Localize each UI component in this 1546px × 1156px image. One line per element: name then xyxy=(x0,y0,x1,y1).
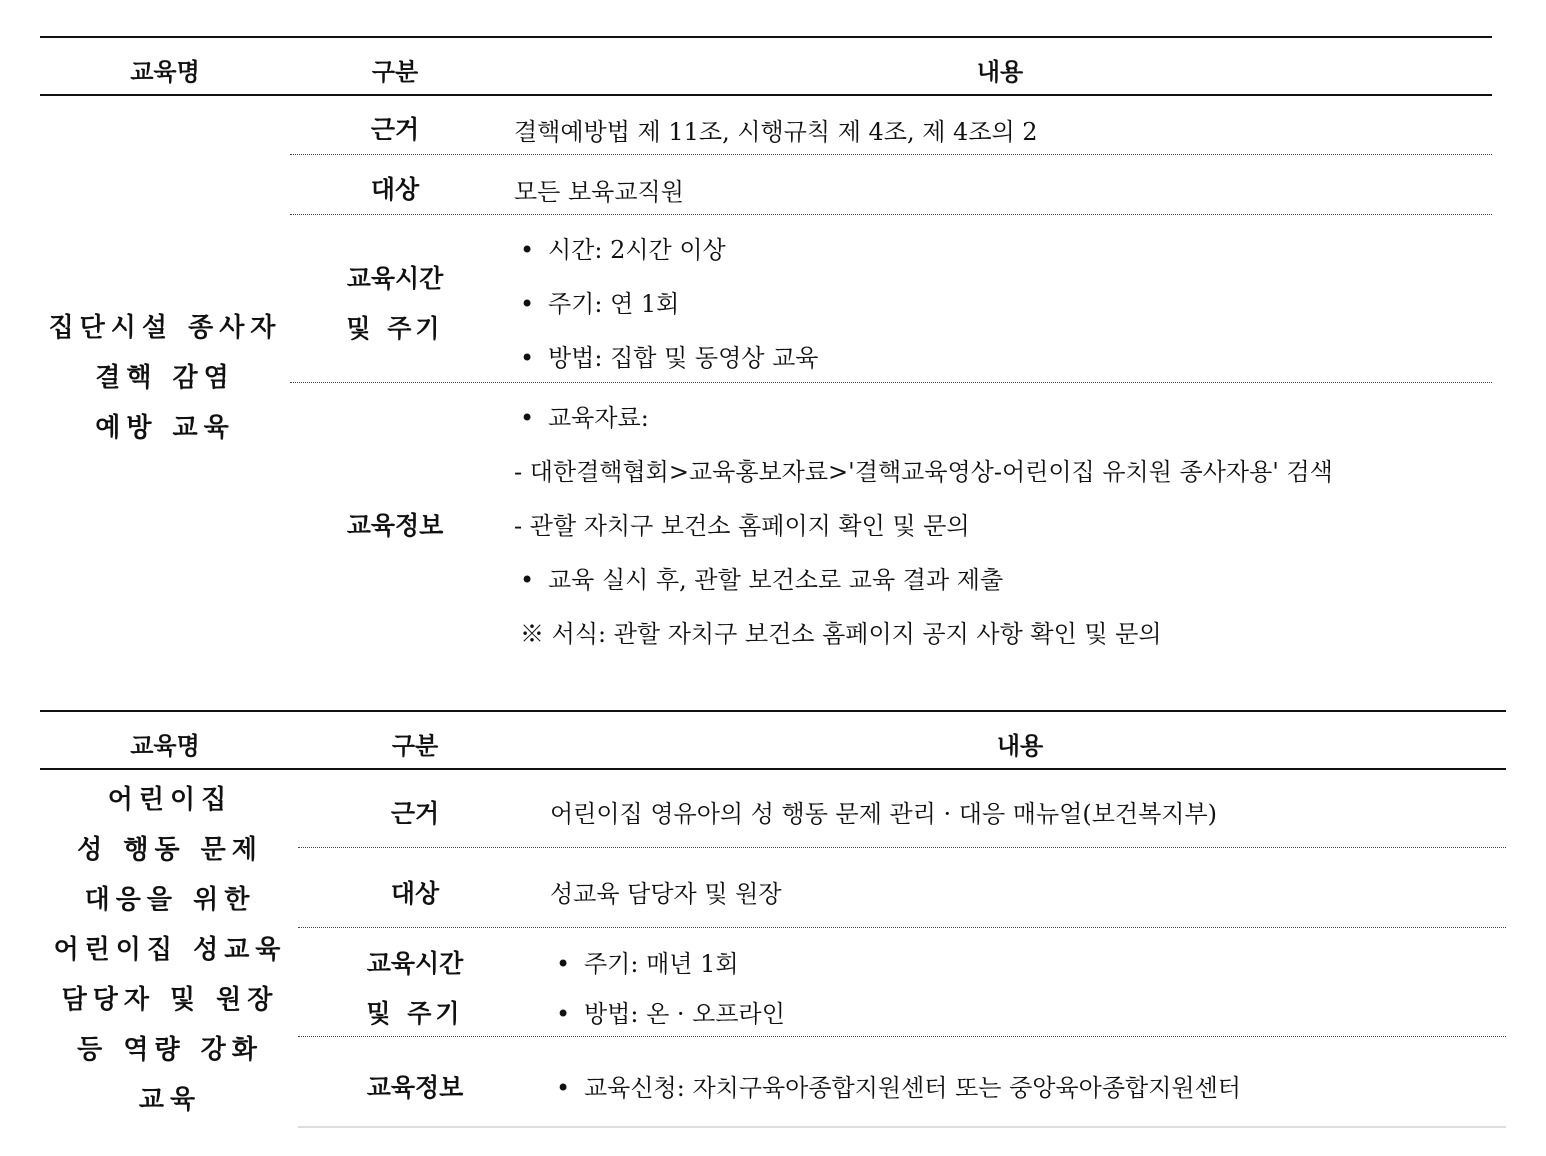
course-name-line: 성 행동 문제 xyxy=(77,835,263,865)
row-divider xyxy=(290,154,1492,155)
time-item: • 방법: 온 · 오프라인 xyxy=(550,994,785,1029)
label-time-line2: 및 주기 xyxy=(366,999,464,1028)
table-1-top-rule xyxy=(40,36,1492,38)
course-name-line: 등 역량 강화 xyxy=(77,1035,263,1065)
target-text: 성교육 담당자 및 원장 xyxy=(550,880,782,908)
course-name-line: 대응을 위한 xyxy=(84,885,256,915)
info-dash: - 대한결핵협회>교육홍보자료>'결핵교육영상-어린이집 유치원 종사자용' 검색 xyxy=(514,458,1333,486)
table-2-bottom-rule xyxy=(298,1126,1506,1128)
time-item: • 주기: 연 1회 xyxy=(514,284,679,319)
target-text: 모든 보육교직원 xyxy=(514,178,684,206)
info-bullet: • 교육신청: 자치구육아종합지원센터 또는 중앙육아종합지원센터 xyxy=(550,1068,1241,1103)
course-name-line: 어린이집 xyxy=(107,785,233,815)
header-name: 교육명 xyxy=(130,731,200,760)
label-target: 대상 xyxy=(390,879,440,908)
label-basis: 근거 xyxy=(370,115,420,144)
time-item: • 주기: 매년 1회 xyxy=(550,944,739,979)
info-dash: - 관할 자치구 보건소 홈페이지 확인 및 문의 xyxy=(514,512,970,540)
table-2-header-rule xyxy=(40,768,1506,770)
course-name-line: 교육 xyxy=(138,1085,202,1115)
course-name-line: 담당자 및 원장 xyxy=(61,985,279,1015)
table-2-top-rule xyxy=(40,710,1506,712)
basis-text: 결핵예방법 제 11조, 시행규칙 제 4조, 제 4조의 2 xyxy=(514,118,1038,146)
course-name-1 xyxy=(40,303,290,453)
label-info: 교육정보 xyxy=(346,511,444,540)
info-note: ※ 서식: 관할 자치구 보건소 홈페이지 공지 사항 확인 및 문의 xyxy=(520,620,1162,648)
course-name-line: 결핵 감염 xyxy=(95,363,235,393)
label-target: 대상 xyxy=(370,175,420,204)
course-name-line: 어린이집 성교육 xyxy=(53,935,287,965)
course-name-line: 집단시설 종사자 xyxy=(48,313,282,343)
label-time-line1: 교육시간 xyxy=(366,949,464,978)
info-bullet: • 교육자료: xyxy=(514,398,649,433)
row-divider xyxy=(298,847,1506,848)
row-divider xyxy=(298,1036,1506,1037)
basis-text: 어린이집 영유아의 성 행동 문제 관리 · 대응 매뉴얼(보건복지부) xyxy=(550,800,1217,828)
label-time-line1: 교육시간 xyxy=(346,264,444,293)
header-category: 구분 xyxy=(371,57,419,86)
header-content: 내용 xyxy=(976,57,1024,86)
info-bullet: • 교육 실시 후, 관할 보건소로 교육 결과 제출 xyxy=(514,560,1003,595)
label-info: 교육정보 xyxy=(366,1073,464,1102)
header-category: 구분 xyxy=(391,731,439,760)
time-item: • 시간: 2시간 이상 xyxy=(514,230,726,265)
course-name-line: 예방 교육 xyxy=(95,413,235,443)
row-divider xyxy=(298,927,1506,928)
row-divider xyxy=(290,382,1492,383)
label-time-line2: 및 주기 xyxy=(346,314,444,343)
header-content: 내용 xyxy=(996,731,1044,760)
row-divider xyxy=(290,214,1492,215)
label-basis: 근거 xyxy=(390,799,440,828)
header-name: 교육명 xyxy=(130,57,200,86)
course-name-2 xyxy=(40,775,300,1125)
table-1-header-rule xyxy=(40,94,1492,96)
time-item: • 방법: 집합 및 동영상 교육 xyxy=(514,338,818,373)
